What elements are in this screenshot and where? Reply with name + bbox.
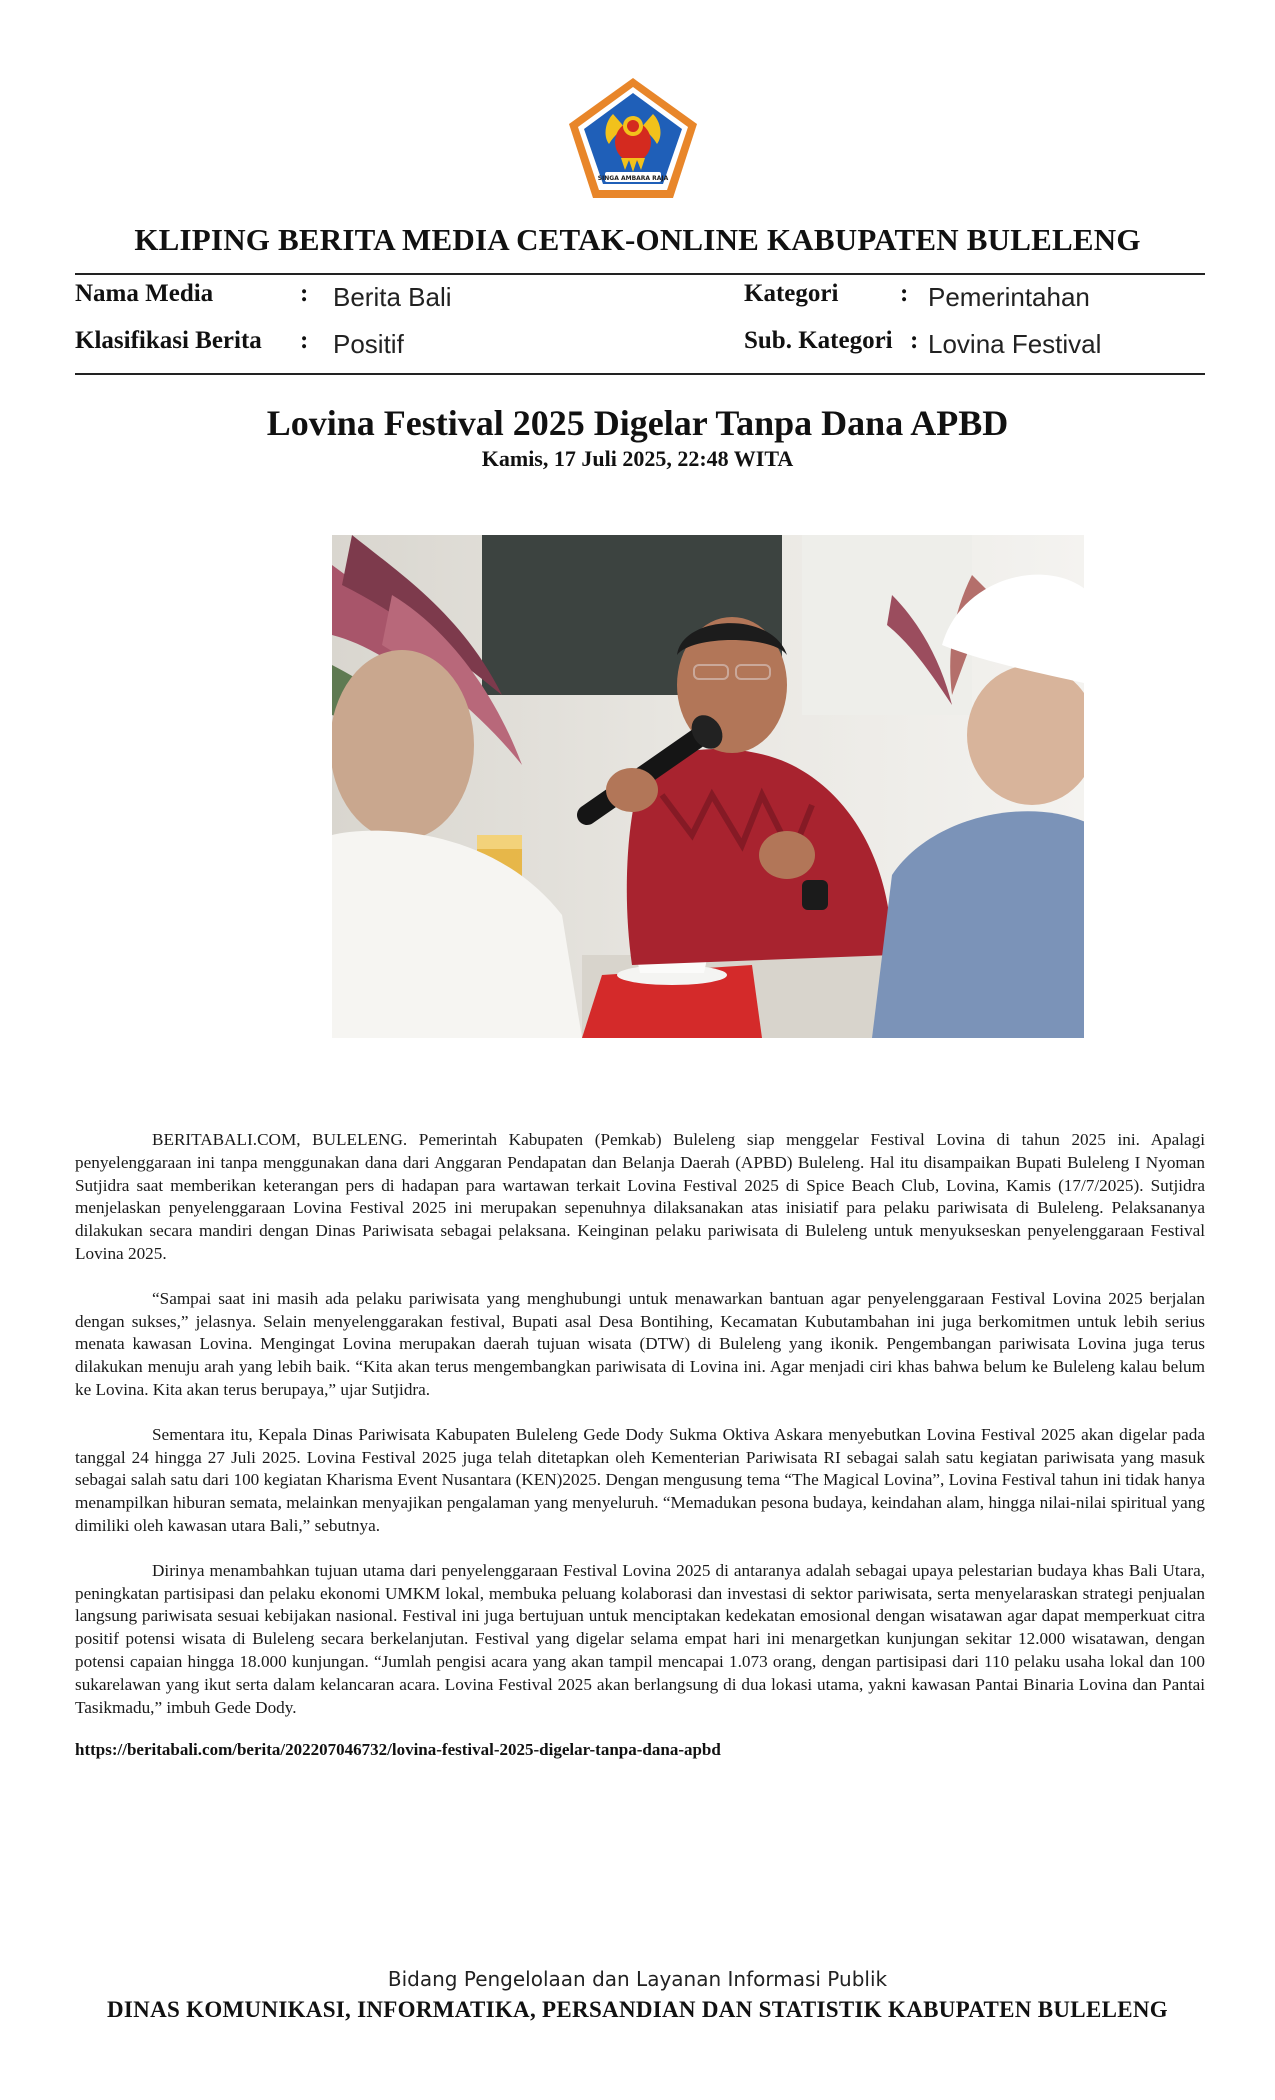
- article-dateline: Kamis, 17 Juli 2025, 22:48 WITA: [481, 446, 794, 471]
- sub-kategori-colon: :: [910, 327, 919, 354]
- article-headline: Lovina Festival 2025 Digelar Tanpa Dana APBD: [266, 403, 1009, 443]
- article-paragraph-1: BERITABALI.COM, BULELENG. Pemerintah Kabupaten (Pemkab) Buleleng siap menggelar Festival Lovina di tahun 2025 ini. Apalagi penyelenggaraan ini tanpa menggunakan dana dari Anggaran Pendapatan dan Belanja Daerah (APBD) Buleleng. Hal itu disampaikan Bupati Buleleng I Nyoman Sutjidra saat memberikan keterangan pers di hadapan para wartawan terkait Lovina Festival 2025 di Spice Beach Club, Lovina, Kamis (17/7/2025). Sutjidra menjelaskan penyelenggaraan Lovina Festival 2025 ini merupakan sepenuhnya dilaksanakan atas inisiatif para pelaku pariwisata di Buleleng. Pelaksananya dilakukan secara mandiri dengan Dinas Pariwisata sebagai pelaksana. Keinginan pelaku pariwisata di Buleleng untuk menyukseskan penyelenggaraan Festival Lovina 2025.: [75, 1130, 1205, 1263]
- kategori-label: Kategori: [744, 280, 839, 307]
- header-divider-bottom: [75, 373, 1205, 375]
- sub-kategori-value: Lovina Festival: [928, 329, 1102, 359]
- article-paragraph-3: Sementara itu, Kepala Dinas Pariwisata Kabupaten Buleleng Gede Dody Sukma Oktiva Askara menyebutkan Lovina Festival 2025 akan digelar pada tanggal 24 hingga 27 Juli 2025. Lovina Festival 2025 juga telah ditetapkan oleh Kementerian Pariwisata RI sebagai salah satu kegiatan pariwisata yang masuk sebagai salah satu dari 100 kegiatan Kharisma Event Nusantara (KEN)2025. Dengan mengusung tema “The Magical Lovina”, Lovina Festival tahun ini tidak hanya menampilkan hiburan semata, melainkan menyajikan pengalaman yang menyeluruh. “Memadukan pesona budaya, keindahan alam, hingga nilai-nilai spiritual yang dimiliki oleh kawasan utara Bali,” sebutnya.: [75, 1424, 1205, 1535]
- sub-kategori-label: Sub. Kategori: [744, 327, 893, 354]
- document-title: KLIPING BERITA MEDIA CETAK-ONLINE KABUPATEN BULELENG: [134, 222, 1141, 257]
- klasifikasi-label: Klasifikasi Berita: [75, 327, 262, 354]
- nama-media-colon: :: [300, 280, 309, 307]
- nama-media-label: Nama Media: [75, 280, 214, 307]
- source-url: https://beritabali.com/berita/202207046732/lovina-festival-2025-digelar-tanpa-dana-apbd: [75, 1740, 721, 1759]
- nama-media-value: Berita Bali: [333, 282, 452, 312]
- kategori-colon: :: [900, 280, 909, 307]
- klasifikasi-colon: :: [300, 327, 309, 354]
- logo-caption: SINGA AMBARA RAJA: [597, 175, 669, 182]
- article-paragraph-4: Dirinya menambahkan tujuan utama dari penyelenggaraan Festival Lovina 2025 di antaranya adalah sebagai upaya pelestarian budaya khas Bali Utara, peningkatan partisipasi dan pelaku ekonomi UMKM lokal, membuka peluang kolaborasi dan investasi di sektor pariwisata, serta menyelaraskan strategi penjualan langsung pariwisata sesuai kebijakan nasional. Festival ini juga bertujuan untuk menciptakan kedekatan emosional dengan wisatawan agar dapat memperkuat citra positif potensi wisata di Buleleng secara berkelanjutan. Festival yang digelar selama empat hari ini menargetkan kunjungan sekitar 12.000 wisatawan, dengan potensi capaian hingga 18.000 kunjungan. “Jumlah pengisi acara yang akan tampil mencapai 1.073 orang, dengan partisipasi dari 110 pelaku usaha lokal dan 100 sukarelawan yang ikut serta dalam kelancaran acara. Lovina Festival 2025 akan berlangsung di dua lokasi utama, yakni kawasan Pantai Binaria Lovina dan Pantai Tasikmadu,” imbuh Gede Dody.: [75, 1560, 1205, 1717]
- header-divider-top: [75, 273, 1205, 275]
- kategori-value: Pemerintahan: [928, 282, 1090, 312]
- article-paragraph-2: “Sampai saat ini masih ada pelaku pariwisata yang menghubungi untuk menawarkan bantuan agar penyelenggaraan Festival Lovina 2025 berjalan dengan sukses,” jelasnya. Selain menyelenggarakan festival, Bupati asal Desa Bontihing, Kecamatan Kubutambahan ini juga berkomitmen untuk lebih serius menata kawasan Lovina. Mengingat Lovina merupakan daerah tujuan wisata (DTW) di Buleleng yang ikonik. Pengembangan pariwisata Lovina juga terus dilakukan menuju arah yang lebih baik. “Kita akan terus mengembangkan pariwisata di Lovina ini. Agar menjadi ciri khas bahwa belum ke Buleleng kalau belum ke Lovina. Kita akan terus berupaya,” ujar Sutjidra.: [75, 1288, 1205, 1399]
- footer-department: Bidang Pengelolaan dan Layanan Informasi Publik: [387, 1967, 888, 1991]
- footer-agency: DINAS KOMUNIKASI, INFORMATIKA, PERSANDIAN DAN STATISTIK KABUPATEN BULELENG: [107, 1997, 1168, 2022]
- article-body: [75, 1129, 1205, 1741]
- klasifikasi-value: Positif: [333, 329, 404, 359]
- regency-logo: [565, 74, 701, 202]
- article-photo: [332, 535, 1084, 1038]
